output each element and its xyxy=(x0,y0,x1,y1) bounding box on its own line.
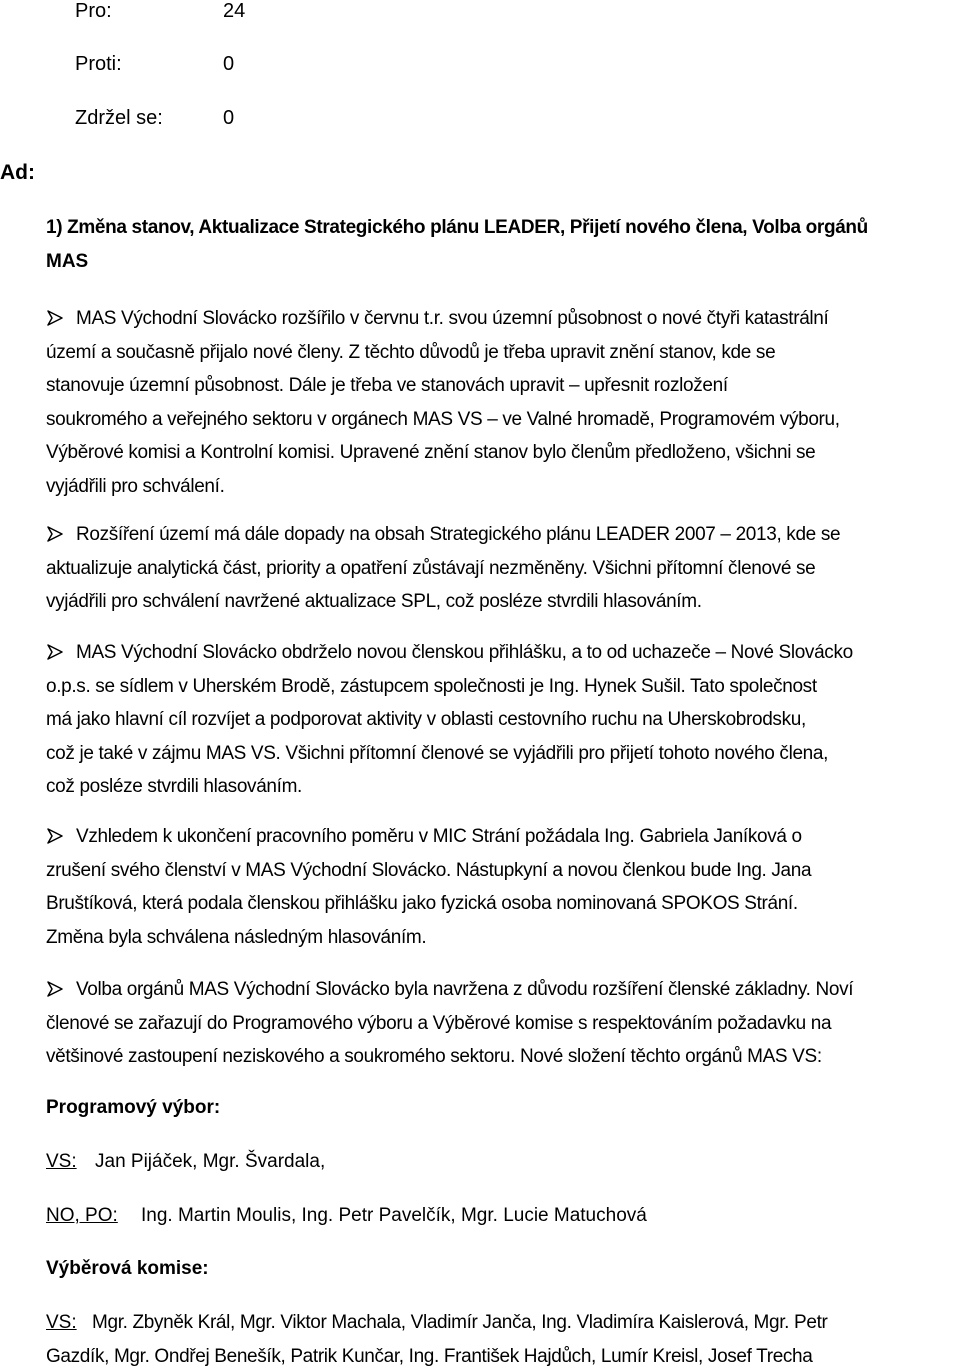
vyberova-komise-vs-members-line-1: Mgr. Zbyněk Král, Mgr. Viktor Machala, Vladimír Janča, Ing. Vladimíra Kaislerová, Mgr. Petr xyxy=(92,1312,828,1333)
bullet-4-line: Bruštíková, která podala členskou přihlášku jako fyzická osoba nominovaná SPOKOS Strání. xyxy=(46,893,798,914)
bullet-1-line: MAS Východní Slovácko rozšířilo v červnu t.r. svou územní působnost o nové čtyři katastrální xyxy=(76,308,829,329)
vote-zdrzel-label: Zdržel se: xyxy=(75,107,163,129)
vote-pro-label: Pro: xyxy=(75,0,112,22)
arrow-bullet-icon xyxy=(46,820,76,854)
vote-proti-value: 0 xyxy=(223,53,235,75)
vyberova-komise-vs-label: VS: xyxy=(46,1312,77,1333)
bullet-3-line: což je také v zájmu MAS VS. Všichni přítomní členové se vyjádřili pro přijetí tohoto nového člena, xyxy=(46,742,829,764)
programovy-vybor-heading: Programový výbor: xyxy=(46,1097,221,1118)
bullet-3-line: což posléze stvrdili hlasováním. xyxy=(46,776,302,797)
ad-label: Ad: xyxy=(0,161,35,184)
vyberova-komise-heading: Výběrová komise: xyxy=(46,1258,209,1279)
arrow-bullet-icon xyxy=(46,973,76,1007)
bullet-1-line: soukromého a veřejného sektoru v orgánech MAS VS – ve Valné hromadě, Programovém výboru, xyxy=(46,408,840,430)
bullet-paragraph-1 xyxy=(46,302,956,503)
section-heading-line-1: 1) Změna stanov, Aktualizace Strategického plánu LEADER, Přijetí nového člena, Volba orgánů xyxy=(46,217,868,238)
bullet-4-line: Změna byla schválena následným hlasováním. xyxy=(46,926,427,948)
bullet-5-line: Volba orgánů MAS Východní Slovácko byla navržena z důvodu rozšíření členské základny. Noví xyxy=(76,979,854,1000)
arrow-bullet-icon xyxy=(46,636,76,670)
bullet-2-line: vyjádřili pro schválení navržené aktualizace SPL, což posléze stvrdili hlasováním. xyxy=(46,591,702,612)
bullet-3-line: má jako hlavní cíl rozvíjet a podporovat aktivity v oblasti cestovního ruchu na Uherskobrodsku, xyxy=(46,709,806,730)
bullet-paragraph-4 xyxy=(46,820,956,954)
vote-pro-value: 24 xyxy=(223,0,246,22)
vyberova-komise-vs-members-line-2: Gazdík, Mgr. Ondřej Benešík, Patrik Kunčar, Ing. František Hajdůch, Lumír Kreisl, Josef Trecha xyxy=(46,1346,813,1367)
bullet-3-line: o.p.s. se sídlem v Uherském Brodě, zástupcem společnosti je Ing. Hynek Sušil. Tato společnost xyxy=(46,675,817,697)
bullet-1-line: vyjádřili pro schválení. xyxy=(46,475,225,497)
bullet-1-line: stanovuje územní působnost. Dále je třeba ve stanovách upravit – upřesnit rozložení xyxy=(46,375,728,396)
bullet-2-line: aktualizuje analytická část, priority a opatření zůstávají nezměněny. Všichni přítomní členové se xyxy=(46,557,816,579)
bullet-5-line: členové se zařazují do Programového výboru a Výběrové komise s respektováním požadavku na xyxy=(46,1012,832,1034)
section-heading-line-2: MAS xyxy=(46,251,89,272)
vote-proti-label: Proti: xyxy=(75,53,122,75)
bullet-4-line: zrušení svého členství v MAS Východní Slovácko. Nástupkyní a novou členkou bude Ing. Jana xyxy=(46,859,812,881)
programovy-vybor-nopo-members: Ing. Martin Moulis, Ing. Petr Pavelčík, Mgr. Lucie Matuchová xyxy=(141,1205,647,1226)
bullet-1-line: Výběrové komisi a Kontrolní komisi. Upravené znění stanov bylo členům předloženo, všichni se xyxy=(46,442,816,463)
programovy-vybor-nopo-label: NO, PO: xyxy=(46,1205,118,1226)
bullet-paragraph-5 xyxy=(46,973,956,1074)
programovy-vybor-vs-members: Jan Pijáček, Mgr. Švardala, xyxy=(95,1151,326,1172)
vote-zdrzel-value: 0 xyxy=(223,107,235,129)
bullet-4-line: Vzhledem k ukončení pracovního poměru v MIC Strání požádala Ing. Gabriela Janíková o xyxy=(76,826,802,847)
programovy-vybor-vs-label: VS: xyxy=(46,1151,77,1172)
arrow-bullet-icon xyxy=(46,302,76,336)
bullet-3-line: MAS Východní Slovácko obdrželo novou členskou přihlášku, a to od uchazeče – Nové Slovácko xyxy=(76,642,853,663)
bullet-paragraph-2 xyxy=(46,518,956,619)
arrow-bullet-icon xyxy=(46,518,76,552)
bullet-5-line: většinové zastoupení neziskového a soukromého sektoru. Nové složení těchto orgánů MAS VS: xyxy=(46,1046,822,1067)
bullet-2-line: Rozšíření území má dále dopady na obsah Strategického plánu LEADER 2007 – 2013, kde se xyxy=(76,524,841,545)
bullet-1-line: území a současně přijalo nové členy. Z těchto důvodů je třeba upravit znění stanov, kde se xyxy=(46,341,776,363)
bullet-paragraph-3 xyxy=(46,636,956,804)
